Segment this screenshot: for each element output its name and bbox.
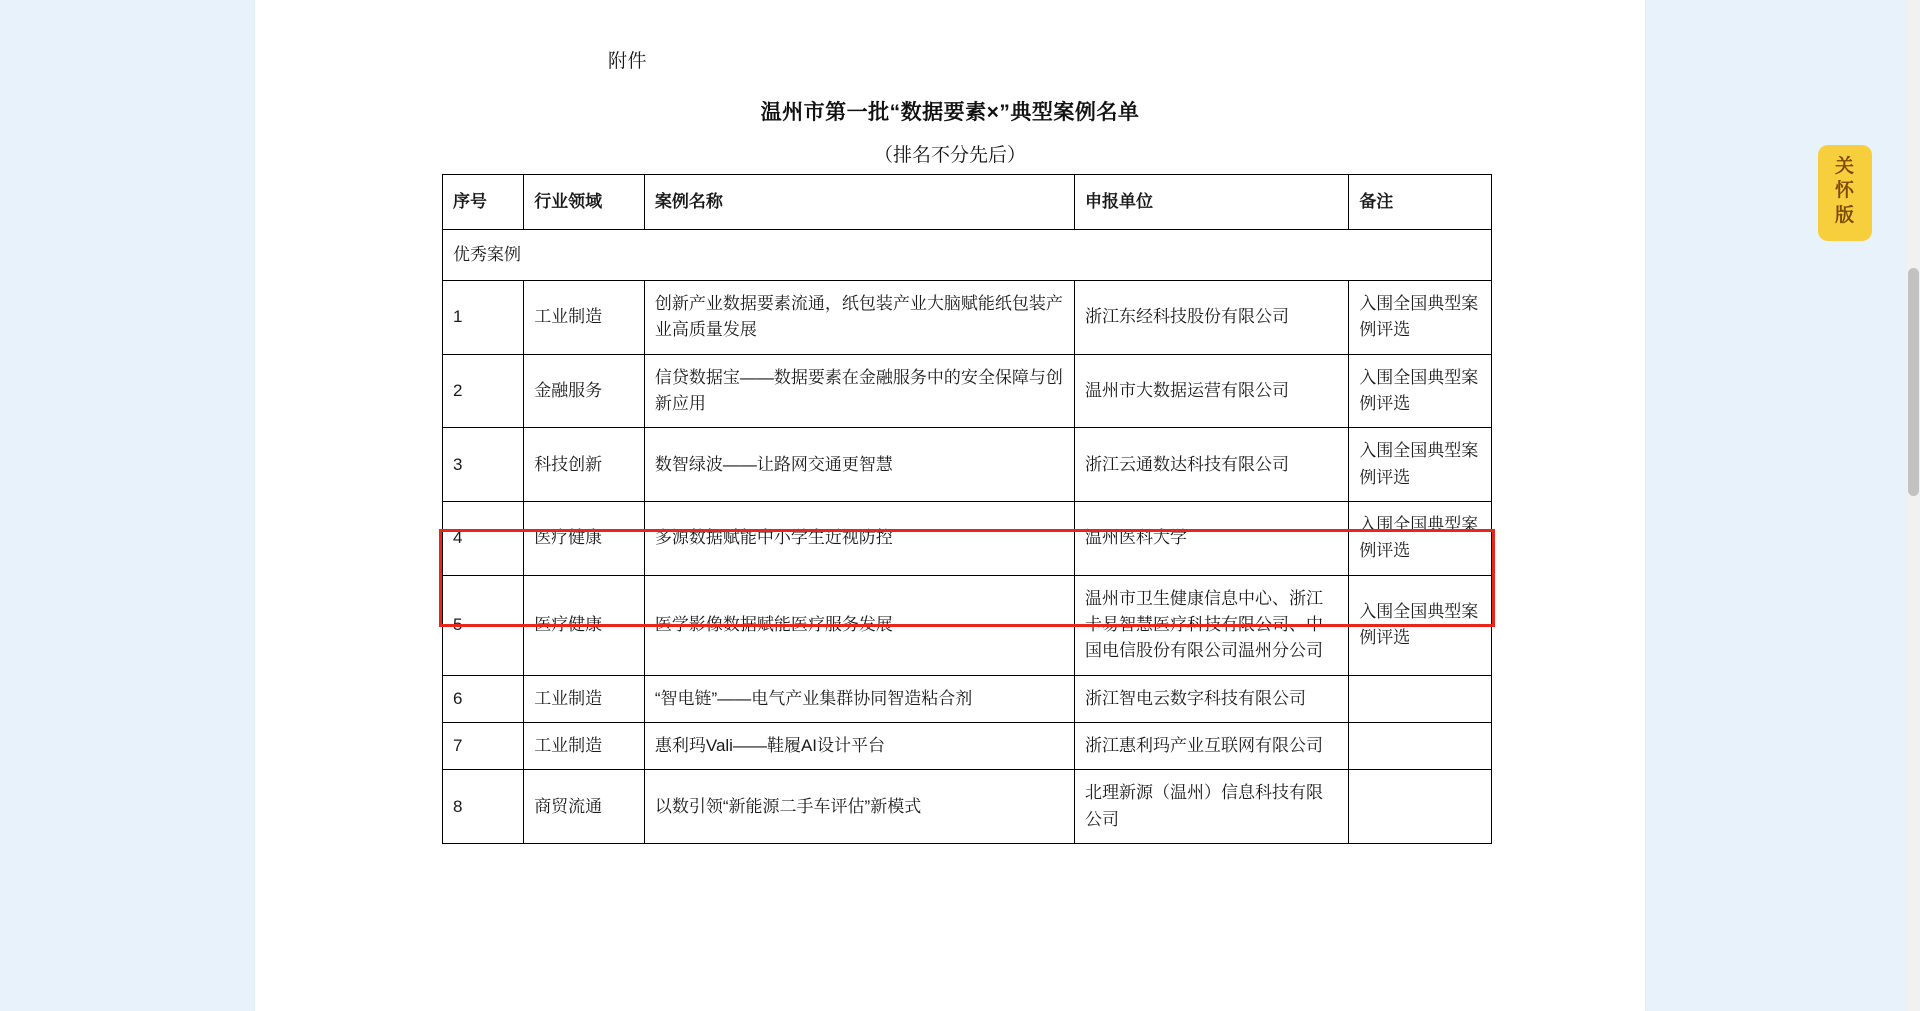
cell-no: 6	[443, 675, 524, 722]
column-header-case: 案例名称	[644, 175, 1074, 230]
cell-no: 3	[443, 428, 524, 502]
cell-field: 工业制造	[524, 281, 645, 355]
cell-field: 商贸流通	[524, 770, 645, 844]
cell-case: 多源数据赋能中小学生近视防控	[644, 502, 1074, 576]
cell-unit: 浙江云通数达科技有限公司	[1075, 428, 1349, 502]
cell-field: 金融服务	[524, 354, 645, 428]
section-title: 优秀案例	[443, 230, 1492, 281]
care-button-line-2: 怀	[1834, 180, 1855, 202]
column-header-unit: 申报单位	[1075, 175, 1349, 230]
page-background-left	[0, 0, 255, 1011]
document-page	[255, 0, 1645, 1011]
cell-note: 入围全国典型案例评选	[1349, 575, 1492, 675]
cell-note: 入围全国典型案例评选	[1349, 428, 1492, 502]
table-header-row	[443, 175, 1492, 230]
accessibility-mode-button[interactable]	[1818, 145, 1872, 241]
table-row-highlighted	[443, 575, 1492, 675]
table-row	[443, 281, 1492, 355]
table-row	[443, 502, 1492, 576]
vertical-scrollbar-thumb[interactable]	[1908, 268, 1919, 496]
cell-field: 医疗健康	[524, 502, 645, 576]
cell-unit: 北理新源（温州）信息科技有限公司	[1075, 770, 1349, 844]
table-row	[443, 770, 1492, 844]
cell-note	[1349, 723, 1492, 770]
cell-case: “智电链”——电气产业集群协同智造粘合剂	[644, 675, 1074, 722]
page-background-right	[1645, 0, 1920, 1011]
table-row	[443, 723, 1492, 770]
cell-field: 科技创新	[524, 428, 645, 502]
cell-unit: 温州医科大学	[1075, 502, 1349, 576]
attachment-label: 附件	[608, 51, 648, 72]
cell-case: 医学影像数据赋能医疗服务发展	[644, 575, 1074, 675]
cell-unit: 温州市大数据运营有限公司	[1075, 354, 1349, 428]
cell-field: 工业制造	[524, 723, 645, 770]
cell-no: 2	[443, 354, 524, 428]
care-button-line-1: 关	[1834, 156, 1855, 177]
cell-no: 1	[443, 281, 524, 355]
cell-unit: 浙江东经科技股份有限公司	[1075, 281, 1349, 355]
column-header-no: 序号	[443, 175, 524, 230]
table-row	[443, 354, 1492, 428]
table-row	[443, 675, 1492, 722]
cell-note: 入围全国典型案例评选	[1349, 354, 1492, 428]
column-header-field: 行业领域	[524, 175, 645, 230]
cell-case: 创新产业数据要素流通，纸包装产业大脑赋能纸包装产业高质量发展	[644, 281, 1074, 355]
cell-unit: 浙江智电云数字科技有限公司	[1075, 675, 1349, 722]
cell-note	[1349, 770, 1492, 844]
cell-unit: 浙江惠利玛产业互联网有限公司	[1075, 723, 1349, 770]
care-button-line-3: 版	[1834, 204, 1855, 226]
vertical-scrollbar-track[interactable]	[1906, 0, 1920, 1011]
cell-no: 8	[443, 770, 524, 844]
table-row	[443, 428, 1492, 502]
cell-note	[1349, 675, 1492, 722]
cell-case: 惠利玛Vali——鞋履AI设计平台	[644, 723, 1074, 770]
cell-case: 信贷数据宝——数据要素在金融服务中的安全保障与创新应用	[644, 354, 1074, 428]
cell-field: 医疗健康	[524, 575, 645, 675]
cell-case: 以数引领“新能源二手车评估”新模式	[644, 770, 1074, 844]
cell-unit: 温州市卫生健康信息中心、浙江卡易智慧医疗科技有限公司、中国电信股份有限公司温州分公司	[1075, 575, 1349, 675]
page-subtitle: （排名不分先后）	[873, 145, 1026, 166]
cell-case: 数智绿波——让路网交通更智慧	[644, 428, 1074, 502]
cell-no: 4	[443, 502, 524, 576]
cell-field: 工业制造	[524, 675, 645, 722]
table-section-row	[443, 230, 1492, 281]
cell-no: 7	[443, 723, 524, 770]
case-list-table	[442, 174, 1492, 844]
cell-note: 入围全国典型案例评选	[1349, 502, 1492, 576]
page-title: 温州市第一批“数据要素×”典型案例名单	[760, 101, 1140, 124]
cell-no: 5	[443, 575, 524, 675]
column-header-note: 备注	[1349, 175, 1492, 230]
cell-note: 入围全国典型案例评选	[1349, 281, 1492, 355]
